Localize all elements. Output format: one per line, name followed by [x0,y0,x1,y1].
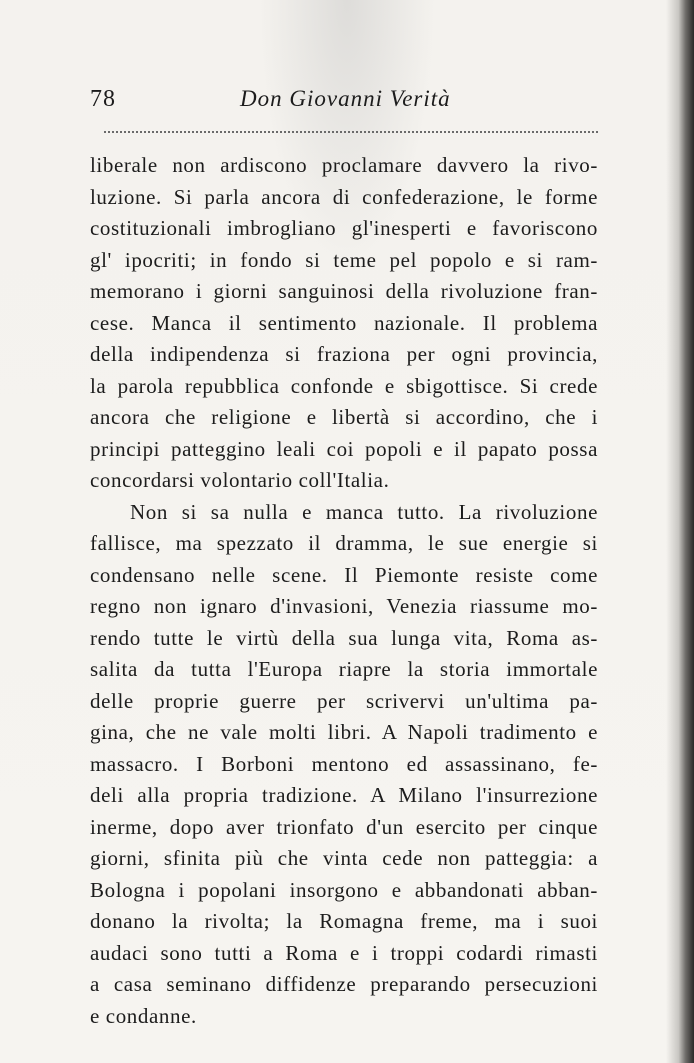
header-rule [104,131,598,133]
text-line: audaci sono tutti a Roma e i troppi codardi rimasti [90,940,598,965]
text-line: salita da tutta l'Europa riapre la storia immortale [90,657,598,681]
text-line: ancora che religione e libertà si accordino, che i [90,405,598,429]
page-header [90,78,600,118]
text-line: donano la rivolta; la Romagna freme, ma i suoi [90,909,598,933]
text-line: della indipendenza si fraziona per ogni provincia, [90,342,598,366]
text-line: condensano nelle scene. Il Piemonte resiste come [90,562,598,587]
text-line: giorni, sfinita più che vinta cede non patteggia: a [90,846,598,870]
text-line: regno non ignaro d'invasioni, Venezia riassume mo- [90,594,598,618]
text-line: cese. Manca il sentimento nazionale. Il problema [90,310,598,335]
text-line: memorano i giorni sanguinosi della rivoluzione fran- [90,279,598,303]
text-line: Bologna i popolani insorgono e abbandonati abban- [90,877,598,902]
text-line: costituzionali imbrogliano gl'inesperti e favoriscono [90,216,598,240]
text-line: liberale non ardiscono proclamare davvero la rivo- [90,153,598,177]
text-line: gl' ipocriti; in fondo si teme pel popolo e si ram- [90,247,598,272]
text-line: e condanne. [90,1003,197,1028]
paragraph-2 [90,497,598,1033]
text-line: rendo tutte le virtù della sua lunga vita, Roma as- [90,625,598,650]
book-spine-shadow [666,0,694,1063]
text-line: la parola repubblica confonde e sbigottisce. Si crede [90,373,598,398]
text-line: massacro. I Borboni mentono ed assassinano, fe- [90,751,598,776]
text-line: concordarsi volontario coll'Italia. [90,468,390,492]
page-number: 78 [90,86,116,112]
text-line: gina, che ne vale molti libri. A Napoli tradimento e [90,720,598,744]
body-text [90,150,598,1032]
text-line: Non si sa nulla e manca tutto. La rivoluzione [130,499,598,524]
text-line: deli alla propria tradizione. A Milano l'insurrezione [90,783,598,807]
paragraph-1 [90,150,598,497]
text-line: inerme, dopo aver trionfato d'un esercito per cinque [90,814,598,839]
text-line: a casa seminano diffidenze preparando persecuzioni [90,972,598,996]
text-line: principi patteggino leali coi popoli e il papato possa [90,436,598,461]
text-line: fallisce, ma spezzato il dramma, le sue energie si [90,531,598,555]
running-title: Don Giovanni Verità [240,86,451,111]
text-line: luzione. Si parla ancora di confederazione, le forme [90,184,598,209]
text-line: delle proprie guerre per scrivervi un'ultima pa- [90,688,598,713]
